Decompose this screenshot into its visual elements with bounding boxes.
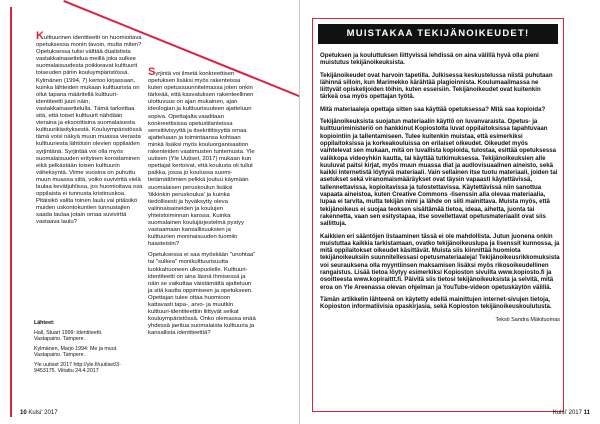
- article-heading: MUISTAKAA TEKIJÄNOIKEUDET!: [318, 24, 558, 44]
- page-number: 11: [583, 410, 590, 416]
- paragraph: Syrjintä voi ilmetä konkreettisen opetuksen lisäksi myös rakenteissa kuten opetussuunnitelmassa joten onkin tärkeää, että kasvatuksen rakenteellinen ulottuvuus on ajan mukainen, ajan ideologian ja kulttuurisuuteen ajatteluun sopiva. Opettajalta vaaditaan konkreettisissa opetustilanteissa sensitiivisyyttä ja itsekriittisyyttä omaa ajatteluaan ja toimintaansa kohtaan minkä lisäksi myös kouluorganisaation rakenteiden vaatimusten tuntemusta. Yle uutisen (Yle Uutiset, 2017) mukaan kun opettajat kertoivat, että koulusta oli tullut paikka, jossa jo koulussa suomi-tietämättömien pelkkä joutuu käymään suomalaisen peruskoulun lisäksi 'tikkinkin peruskoulua' ja kuinka tiedollisesti ja hyväksytty oleva valinnaisaineiden ja koulujen yhteistoiminnan kanssa. Kuinka suomalainen koulujärjestelmä pystyy vastaamaan kansallisuuksien ja kulttuurien moninaisuuden tuomiin haasteisiin?: [148, 66, 255, 248]
- source-item: Hall, Stuart 1999: Identiteetti. Vastapaino. Tampere.: [34, 329, 103, 342]
- sources-list: [34, 320, 129, 378]
- drop-cap: S: [148, 66, 156, 78]
- article-body: [320, 52, 560, 324]
- paragraph: Tekijänoikeudet ovat harvoin tapetilla. Julkisessa keskustelussa niistä puhutaan lähinnä silloin, kun Marimekko kärähtää plagioinnista. Koulumaailmassa ne liittyvät opiskelijoiden töihin, kuten esseisiin. Tekijänoikeudet ovat kuitenkin tärkeä osa myös opettajan työtä.: [320, 71, 553, 101]
- paragraph: Tämän artikkelin lähteenä on käytetty edellä mainittujen internet-sivujen tietoja, Kopioston informatiivisia opaskirjasia, sekä Kopioston tekijänoikeuskoulutusta.: [320, 295, 552, 311]
- paragraph: Kaikkien eri sääntöjen listaaminen tässä ei ole mahdollista. Jutun juonena onkin muistuttaa kaikkia tarkistamaan, ovatko tekijänoikeuslupa ja lisenssit kunnossa, ja mitä oppilaitokset oikeudet käsittävät. Muista siis kiinnittää huomiota tekijänoikeuksiin suunnitellessasi opetusmateriaaleja! Tekijänoikeusrikkomuksista voi seurauksena olla myyntiinsen maksamisen lisäksi myös rikosoikeudellinen rangaistus. Lisää tietoa löytyy esimerkiksi Kopioston sivuilta www.kopiosto.fi ja osoitteesta www.kopiraittt.fi. Päivitä siis tietosi tekijänoikeuksista ja selvitä, mitä eroa on Yle Areenassa olevan ohjelman ja YouTube-videon opetuskäytön välillä.: [320, 232, 560, 291]
- paragraph: Kulttuurinen identiteetti on huomioitava opetuksessa monin tavoin, mutta miten? Opetuksessa tulisi välttää dualistista vastakkainasettelua meillä joka sulkee suomalaisuudesta poikkeavat kulttuurit toiseuden piiriin kouluympäristössä. Kylmänen (1994, 7) kertoo kirjassaan, kuinka lähteiden mukaan kulttuurista on ollut tapana määritellä kulttuuri-identiteetti juuri näin, vastakkainasettelulla. Tämä tarkoittaa sitä, että toiset kulttuurit nähdään vieraina ja eksoottisina suomalaisesta kulttuurikäsityksestä. Kouluympäristössä tämä voisi näkyä muun muassa vierasta kulttuuriesta lähtöisin olevien oppilaiden syrjintänä. Syrjintää voi olla myös suomalaisuuden erityinen korostaminen eikä pelkästään toisen kulttuurin väheksyntä. Viime vuosina on puhuttu muun muassa siitä, voiko suvivirttä vielä laulaa kevätjuhlissa, jos huomioitava osa oppilaista ei tunnusta kristinuskoa. Pitäisikö valita toinen laulu vai pitäisikö muiden uskontokuntien tunnustajien saada laulaa jotain omaa suvivirttä vastaava laulu?: [36, 30, 143, 226]
- paragraph: Tekijänoikeuksista suojatun materiaalin käyttö on luvanvaraista. Opetus- ja kulttuuriministeriö on hankkinut Kopiostolta luvat oppilaitoksissa tapahtuvaan kopiointiin ja tallentamiseen. Tulee kuitenkin muistaa, että esimerkiksi oppilaitoksissa ja korkeakouluissa on erilaiset oikeudet. Oikeudet myös vaihtelevat sen mukaan, mitä on luvallista kopioida, tulostaa, esittää opetuksessa valikkopa videoyhkin kautta, tai käyttää tutkimuksessa. Tekijänoikeuksien alle kuuluvat paitsi kirjat, myös muun muassa diat ja audiovisuaalinen aineisto, sekä kaikki internetistä löytyvä materiaali. Vain sellainen itse tuotu materiaali, joiden tai asetukset sekä viranomaismääräykset ovat täysin vapaasti käytettävissä, tallennettavissa, kopioitavissa ja tulostettavissa. Käytettävissä niin sanottua vapaata aineistoa, kuten Creative Commons -lisenssin alla olevaa materiaalia, lupaa ei tarvita, mutta tekijän nimi ja lähde on siiti mainittava. Muista myös, että tekijänoikeus ei suojaa teoksen sisältämää tietoa, ideaa, aihetta, juonta tai rakennetta, vaan sen esitystapaa, itse sovellettavat opetusmateriaalit ovat siis sallittuja.: [320, 118, 558, 228]
- page-number: 10: [20, 410, 27, 416]
- author-signature: Teksti Sandra Mäkituomas: [495, 316, 560, 323]
- paragraph: Opetuksen ja kouluttuksen liittyvissä lehdissä on aina välillä hyvä olla pieni muistutus tekijänoikeuksista.: [320, 52, 539, 67]
- publication-name: Kulsi' 2017: [28, 410, 58, 416]
- source-item: Kylmänen, Marjo 1994: Me ja muut. Vastapaino. Tampere.: [34, 345, 118, 358]
- red-vertical-rule: [10, 7, 12, 417]
- article-column-2: [148, 68, 256, 341]
- paragraph: Opetuksessa ei saa myöskään "unohtaa" tai "sulkea" monikulttuurisuutta luokkahuoneen ulkopuolelle. Kulttuuri-identiteetti on aina läsnä ihmisessä ja näin se vaikuttaa väistämättä ajatteluun ja sitä kautta oppimiseen ja opetukseen. Opettajan tulee ottaa huomioon kattavasti tapa-, arvo- ja muutkin kulttuuri-identiteettiin liittyvät seikat kouluympäristössä. Onko olemassa enää yhdessä jaettua suomalaista kulttuuria ja kansallista identiteettiä?: [148, 252, 256, 337]
- drop-cap: K: [36, 30, 44, 42]
- paragraph: Mitä materiaaleja opettaja sitten saa käyttää opetuksessa? Mitä saa kopioida?: [320, 105, 546, 113]
- article-column-1: [36, 32, 143, 231]
- page-footer-right: [553, 410, 590, 416]
- source-item: Yle uutiset 2017 http://yle.fi/uutiset/3-9453175. Viitattu 24.4.2017: [34, 361, 121, 374]
- sources-heading: Lähteet:: [34, 320, 55, 326]
- left-page: [0, 0, 299, 424]
- publication-name: Kulsi' 2017: [552, 410, 582, 416]
- page-footer-left: [20, 410, 58, 416]
